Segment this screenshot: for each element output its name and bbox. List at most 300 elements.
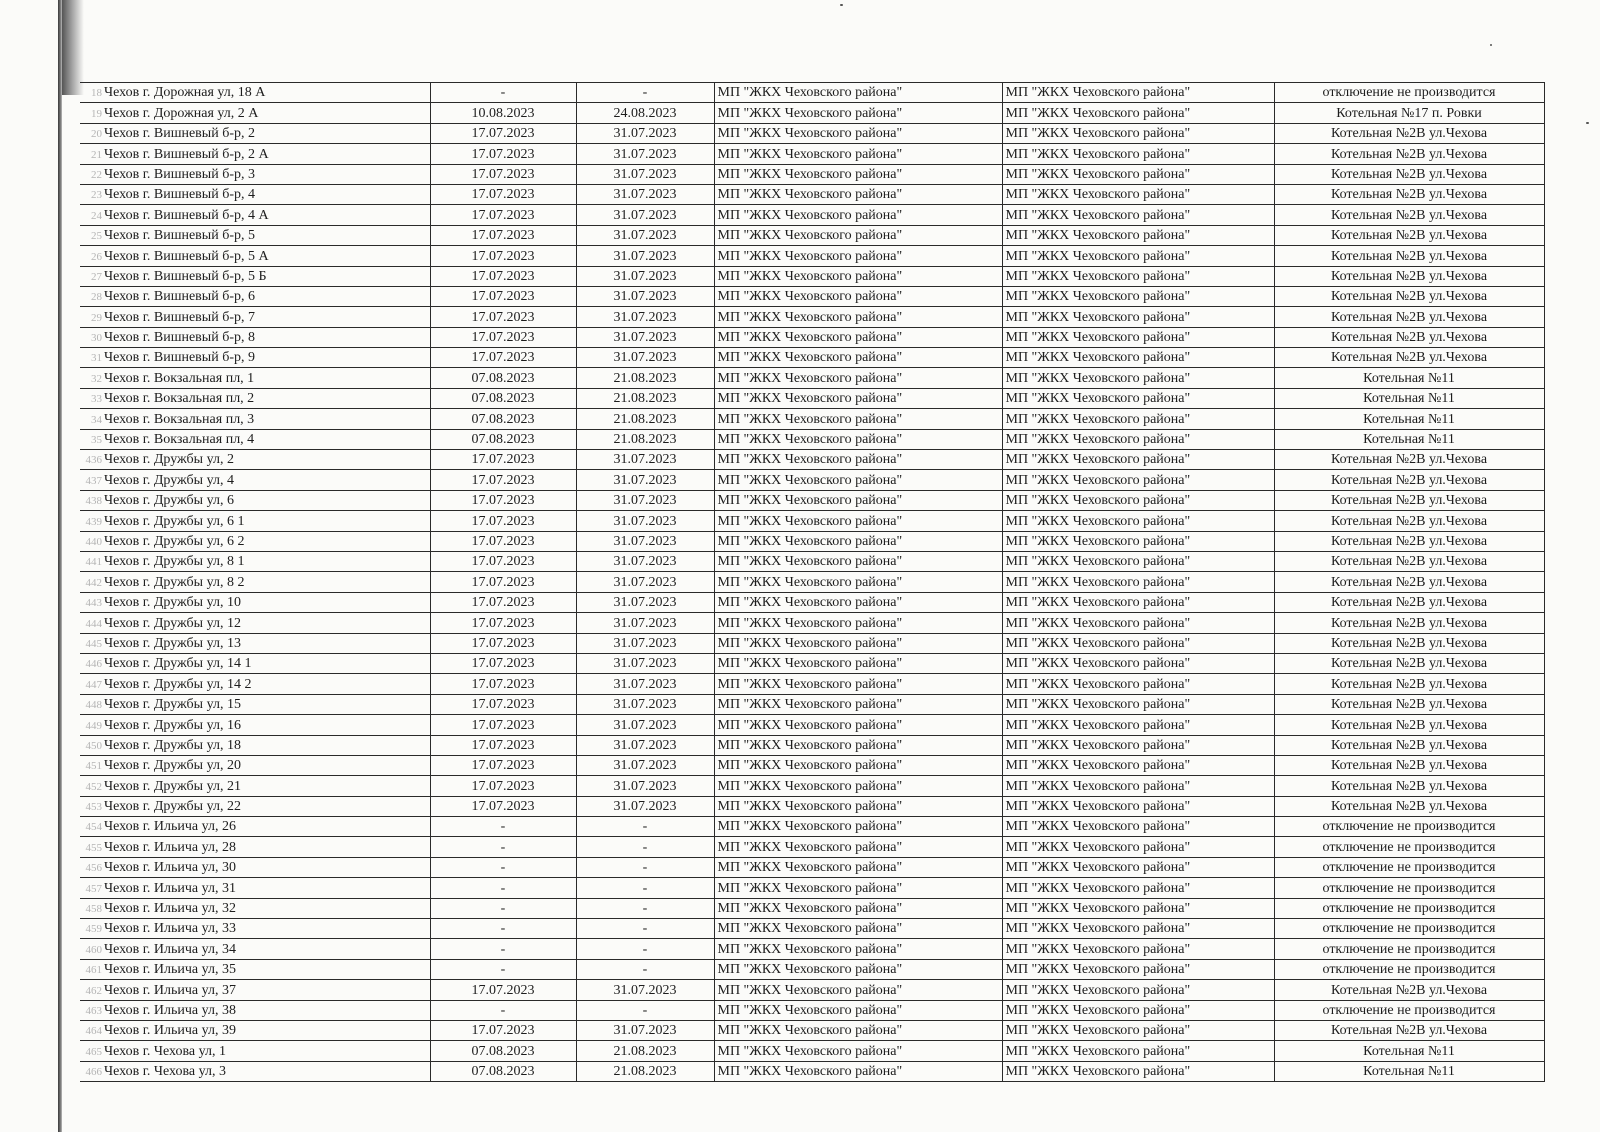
table-row — [80, 653, 1544, 673]
start-date-cell: - — [430, 857, 576, 877]
row-number: 460 — [80, 939, 102, 959]
service-org-cell: МП "ЖКХ Чеховского района" — [1002, 103, 1274, 123]
row-number: 452 — [80, 776, 102, 796]
row-number: 27 — [80, 266, 102, 286]
operator-cell: МП "ЖКХ Чеховского района" — [714, 1000, 1002, 1020]
table-row — [80, 776, 1544, 796]
operator-cell: МП "ЖКХ Чеховского района" — [714, 796, 1002, 816]
heat-source-cell: Котельная №17 п. Ровки — [1274, 103, 1544, 123]
operator-cell: МП "ЖКХ Чеховского района" — [714, 959, 1002, 979]
address-cell: Чехов г. Дружбы ул, 10 — [102, 592, 430, 612]
service-org-cell: МП "ЖКХ Чеховского района" — [1002, 490, 1274, 510]
address-cell: Чехов г. Дружбы ул, 6 1 — [102, 511, 430, 531]
service-org-cell: МП "ЖКХ Чеховского района" — [1002, 898, 1274, 918]
service-org-cell: МП "ЖКХ Чеховского района" — [1002, 409, 1274, 429]
table-row — [80, 409, 1544, 429]
start-date-cell: 17.07.2023 — [430, 613, 576, 633]
operator-cell: МП "ЖКХ Чеховского района" — [714, 755, 1002, 775]
address-cell: Чехов г. Вокзальная пл, 2 — [102, 388, 430, 408]
row-number: 459 — [80, 919, 102, 939]
row-number: 34 — [80, 409, 102, 429]
operator-cell: МП "ЖКХ Чеховского района" — [714, 184, 1002, 204]
address-cell: Чехов г. Ильича ул, 31 — [102, 878, 430, 898]
service-org-cell: МП "ЖКХ Чеховского района" — [1002, 164, 1274, 184]
row-number: 445 — [80, 633, 102, 653]
table-row — [80, 592, 1544, 612]
operator-cell: МП "ЖКХ Чеховского района" — [714, 613, 1002, 633]
operator-cell: МП "ЖКХ Чеховского района" — [714, 857, 1002, 877]
table-row — [80, 633, 1544, 653]
heat-source-cell: Котельная №2В ул.Чехова — [1274, 776, 1544, 796]
table-row — [80, 613, 1544, 633]
service-org-cell: МП "ЖКХ Чеховского района" — [1002, 613, 1274, 633]
address-cell: Чехов г. Ильича ул, 33 — [102, 919, 430, 939]
address-cell: Чехов г. Вишневый б-р, 9 — [102, 348, 430, 368]
address-cell: Чехов г. Вишневый б-р, 2 — [102, 123, 430, 143]
start-date-cell: 07.08.2023 — [430, 1061, 576, 1081]
operator-cell: МП "ЖКХ Чеховского района" — [714, 286, 1002, 306]
start-date-cell: 17.07.2023 — [430, 592, 576, 612]
end-date-cell: 21.08.2023 — [576, 409, 714, 429]
start-date-cell: 17.07.2023 — [430, 246, 576, 266]
table-row — [80, 939, 1544, 959]
service-org-cell: МП "ЖКХ Чеховского района" — [1002, 592, 1274, 612]
end-date-cell: - — [576, 1000, 714, 1020]
row-number: 450 — [80, 735, 102, 755]
table-row — [80, 450, 1544, 470]
end-date-cell: 31.07.2023 — [576, 327, 714, 347]
operator-cell: МП "ЖКХ Чеховского района" — [714, 368, 1002, 388]
operator-cell: МП "ЖКХ Чеховского района" — [714, 164, 1002, 184]
start-date-cell: 07.08.2023 — [430, 388, 576, 408]
start-date-cell: 17.07.2023 — [430, 450, 576, 470]
heat-source-cell: Котельная №2В ул.Чехова — [1274, 980, 1544, 1000]
table-row — [80, 572, 1544, 592]
heat-source-cell: отключение не производится — [1274, 837, 1544, 857]
scan-top-shadow — [62, 0, 84, 95]
table-row — [80, 246, 1544, 266]
operator-cell: МП "ЖКХ Чеховского района" — [714, 205, 1002, 225]
row-number: 455 — [80, 837, 102, 857]
table-row — [80, 735, 1544, 755]
end-date-cell: 24.08.2023 — [576, 103, 714, 123]
address-cell: Чехов г. Дружбы ул, 8 1 — [102, 551, 430, 571]
table-row — [80, 837, 1544, 857]
heat-source-cell: Котельная №11 — [1274, 388, 1544, 408]
end-date-cell: 31.07.2023 — [576, 246, 714, 266]
address-cell: Чехов г. Вишневый б-р, 7 — [102, 307, 430, 327]
start-date-cell: 17.07.2023 — [430, 307, 576, 327]
service-org-cell: МП "ЖКХ Чеховского района" — [1002, 715, 1274, 735]
row-number: 466 — [80, 1061, 102, 1081]
heat-source-cell: Котельная №2В ул.Чехова — [1274, 674, 1544, 694]
row-number: 451 — [80, 755, 102, 775]
end-date-cell: 31.07.2023 — [576, 348, 714, 368]
start-date-cell: 17.07.2023 — [430, 633, 576, 653]
service-org-cell: МП "ЖКХ Чеховского района" — [1002, 817, 1274, 837]
table-row — [80, 327, 1544, 347]
operator-cell: МП "ЖКХ Чеховского района" — [714, 939, 1002, 959]
table-row — [80, 531, 1544, 551]
table-row — [80, 348, 1544, 368]
table-row — [80, 674, 1544, 694]
operator-cell: МП "ЖКХ Чеховского района" — [714, 715, 1002, 735]
end-date-cell: 31.07.2023 — [576, 184, 714, 204]
heat-source-cell: Котельная №2В ул.Чехова — [1274, 490, 1544, 510]
row-number: 20 — [80, 123, 102, 143]
service-org-cell: МП "ЖКХ Чеховского района" — [1002, 531, 1274, 551]
service-org-cell: МП "ЖКХ Чеховского района" — [1002, 735, 1274, 755]
address-cell: Чехов г. Вишневый б-р, 5 — [102, 225, 430, 245]
operator-cell: МП "ЖКХ Чеховского района" — [714, 144, 1002, 164]
end-date-cell: 21.08.2023 — [576, 1041, 714, 1061]
end-date-cell: 31.07.2023 — [576, 144, 714, 164]
end-date-cell: 31.07.2023 — [576, 551, 714, 571]
row-number: 454 — [80, 817, 102, 837]
heat-source-cell: Котельная №2В ул.Чехова — [1274, 694, 1544, 714]
operator-cell: МП "ЖКХ Чеховского района" — [714, 837, 1002, 857]
start-date-cell: 07.08.2023 — [430, 368, 576, 388]
address-cell: Чехов г. Вишневый б-р, 4 А — [102, 205, 430, 225]
row-number: 461 — [80, 959, 102, 979]
address-cell: Чехов г. Вишневый б-р, 8 — [102, 327, 430, 347]
heat-source-cell: Котельная №2В ул.Чехова — [1274, 266, 1544, 286]
operator-cell: МП "ЖКХ Чеховского района" — [714, 633, 1002, 653]
service-org-cell: МП "ЖКХ Чеховского района" — [1002, 450, 1274, 470]
start-date-cell: 17.07.2023 — [430, 653, 576, 673]
service-org-cell: МП "ЖКХ Чеховского района" — [1002, 980, 1274, 1000]
end-date-cell: 31.07.2023 — [576, 572, 714, 592]
service-org-cell: МП "ЖКХ Чеховского района" — [1002, 205, 1274, 225]
heat-source-cell: отключение не производится — [1274, 959, 1544, 979]
operator-cell: МП "ЖКХ Чеховского района" — [714, 592, 1002, 612]
operator-cell: МП "ЖКХ Чеховского района" — [714, 327, 1002, 347]
service-org-cell: МП "ЖКХ Чеховского района" — [1002, 327, 1274, 347]
table-row — [80, 144, 1544, 164]
row-number: 448 — [80, 694, 102, 714]
address-cell: Чехов г. Чехова ул, 3 — [102, 1061, 430, 1081]
end-date-cell: 31.07.2023 — [576, 776, 714, 796]
start-date-cell: - — [430, 83, 576, 103]
heat-source-cell: Котельная №2В ул.Чехова — [1274, 450, 1544, 470]
operator-cell: МП "ЖКХ Чеховского района" — [714, 266, 1002, 286]
table-row — [80, 83, 1544, 103]
end-date-cell: 31.07.2023 — [576, 715, 714, 735]
operator-cell: МП "ЖКХ Чеховского района" — [714, 348, 1002, 368]
end-date-cell: 31.07.2023 — [576, 980, 714, 1000]
operator-cell: МП "ЖКХ Чеховского района" — [714, 817, 1002, 837]
row-number: 441 — [80, 551, 102, 571]
scan-speck — [1490, 44, 1492, 46]
service-org-cell: МП "ЖКХ Чеховского района" — [1002, 653, 1274, 673]
operator-cell: МП "ЖКХ Чеховского района" — [714, 1020, 1002, 1040]
heat-source-cell: Котельная №2В ул.Чехова — [1274, 531, 1544, 551]
service-org-cell: МП "ЖКХ Чеховского района" — [1002, 551, 1274, 571]
start-date-cell: 17.07.2023 — [430, 980, 576, 1000]
address-cell: Чехов г. Дружбы ул, 8 2 — [102, 572, 430, 592]
address-cell: Чехов г. Дорожная ул, 18 А — [102, 83, 430, 103]
table-row — [80, 755, 1544, 775]
start-date-cell: 17.07.2023 — [430, 674, 576, 694]
operator-cell: МП "ЖКХ Чеховского района" — [714, 653, 1002, 673]
row-number: 449 — [80, 715, 102, 735]
service-org-cell: МП "ЖКХ Чеховского района" — [1002, 572, 1274, 592]
end-date-cell: - — [576, 83, 714, 103]
start-date-cell: 10.08.2023 — [430, 103, 576, 123]
address-cell: Чехов г. Ильича ул, 35 — [102, 959, 430, 979]
address-cell: Чехов г. Вишневый б-р, 3 — [102, 164, 430, 184]
service-org-cell: МП "ЖКХ Чеховского района" — [1002, 266, 1274, 286]
address-cell: Чехов г. Вишневый б-р, 4 — [102, 184, 430, 204]
row-number: 32 — [80, 368, 102, 388]
heat-source-cell: Котельная №2В ул.Чехова — [1274, 735, 1544, 755]
service-org-cell: МП "ЖКХ Чеховского района" — [1002, 939, 1274, 959]
table-row — [80, 184, 1544, 204]
address-cell: Чехов г. Ильича ул, 26 — [102, 817, 430, 837]
start-date-cell: 17.07.2023 — [430, 490, 576, 510]
operator-cell: МП "ЖКХ Чеховского района" — [714, 776, 1002, 796]
address-cell: Чехов г. Дружбы ул, 18 — [102, 735, 430, 755]
heat-source-cell: Котельная №2В ул.Чехова — [1274, 123, 1544, 143]
service-org-cell: МП "ЖКХ Чеховского района" — [1002, 674, 1274, 694]
service-org-cell: МП "ЖКХ Чеховского района" — [1002, 1020, 1274, 1040]
operator-cell: МП "ЖКХ Чеховского района" — [714, 470, 1002, 490]
table-row — [80, 878, 1544, 898]
row-number: 457 — [80, 878, 102, 898]
heat-source-cell: отключение не производится — [1274, 919, 1544, 939]
end-date-cell: 31.07.2023 — [576, 694, 714, 714]
row-number: 35 — [80, 429, 102, 449]
address-cell: Чехов г. Ильича ул, 34 — [102, 939, 430, 959]
table-row — [80, 388, 1544, 408]
row-number: 21 — [80, 144, 102, 164]
row-number: 22 — [80, 164, 102, 184]
service-org-cell: МП "ЖКХ Чеховского района" — [1002, 429, 1274, 449]
start-date-cell: - — [430, 898, 576, 918]
table-row — [80, 1061, 1544, 1081]
row-number: 29 — [80, 307, 102, 327]
row-number: 26 — [80, 246, 102, 266]
end-date-cell: 21.08.2023 — [576, 368, 714, 388]
start-date-cell: 17.07.2023 — [430, 531, 576, 551]
start-date-cell: 17.07.2023 — [430, 715, 576, 735]
address-cell: Чехов г. Ильича ул, 39 — [102, 1020, 430, 1040]
operator-cell: МП "ЖКХ Чеховского района" — [714, 225, 1002, 245]
table-row — [80, 1000, 1544, 1020]
table-row — [80, 266, 1544, 286]
row-number: 464 — [80, 1020, 102, 1040]
operator-cell: МП "ЖКХ Чеховского района" — [714, 429, 1002, 449]
scan-left-edge — [58, 0, 62, 1132]
address-cell: Чехов г. Ильича ул, 32 — [102, 898, 430, 918]
end-date-cell: 21.08.2023 — [576, 1061, 714, 1081]
table-row — [80, 694, 1544, 714]
row-number: 438 — [80, 490, 102, 510]
table-row — [80, 980, 1544, 1000]
table-row — [80, 103, 1544, 123]
address-cell: Чехов г. Дорожная ул, 2 А — [102, 103, 430, 123]
address-cell: Чехов г. Дружбы ул, 12 — [102, 613, 430, 633]
table-row — [80, 164, 1544, 184]
address-cell: Чехов г. Дружбы ул, 13 — [102, 633, 430, 653]
heat-source-cell: Котельная №11 — [1274, 409, 1544, 429]
end-date-cell: - — [576, 857, 714, 877]
operator-cell: МП "ЖКХ Чеховского района" — [714, 735, 1002, 755]
start-date-cell: 17.07.2023 — [430, 776, 576, 796]
address-cell: Чехов г. Ильича ул, 30 — [102, 857, 430, 877]
heat-source-cell: отключение не производится — [1274, 817, 1544, 837]
row-number: 446 — [80, 653, 102, 673]
service-org-cell: МП "ЖКХ Чеховского района" — [1002, 959, 1274, 979]
table-row — [80, 1041, 1544, 1061]
end-date-cell: 31.07.2023 — [576, 266, 714, 286]
start-date-cell: 17.07.2023 — [430, 184, 576, 204]
start-date-cell: - — [430, 919, 576, 939]
operator-cell: МП "ЖКХ Чеховского района" — [714, 511, 1002, 531]
service-org-cell: МП "ЖКХ Чеховского района" — [1002, 470, 1274, 490]
operator-cell: МП "ЖКХ Чеховского района" — [714, 919, 1002, 939]
heat-source-cell: Котельная №2В ул.Чехова — [1274, 511, 1544, 531]
table-row — [80, 368, 1544, 388]
row-number: 25 — [80, 225, 102, 245]
end-date-cell: 31.07.2023 — [576, 653, 714, 673]
end-date-cell: 31.07.2023 — [576, 674, 714, 694]
table-row — [80, 123, 1544, 143]
end-date-cell: 31.07.2023 — [576, 531, 714, 551]
end-date-cell: 31.07.2023 — [576, 796, 714, 816]
start-date-cell: 07.08.2023 — [430, 409, 576, 429]
heat-source-cell: отключение не производится — [1274, 83, 1544, 103]
row-number: 19 — [80, 103, 102, 123]
heat-source-cell: Котельная №2В ул.Чехова — [1274, 144, 1544, 164]
service-org-cell: МП "ЖКХ Чеховского района" — [1002, 1000, 1274, 1020]
operator-cell: МП "ЖКХ Чеховского района" — [714, 1061, 1002, 1081]
end-date-cell: 31.07.2023 — [576, 286, 714, 306]
end-date-cell: 31.07.2023 — [576, 205, 714, 225]
table-row — [80, 817, 1544, 837]
start-date-cell: - — [430, 959, 576, 979]
row-number: 31 — [80, 348, 102, 368]
address-cell: Чехов г. Вокзальная пл, 1 — [102, 368, 430, 388]
address-cell: Чехов г. Дружбы ул, 6 — [102, 490, 430, 510]
service-org-cell: МП "ЖКХ Чеховского района" — [1002, 286, 1274, 306]
operator-cell: МП "ЖКХ Чеховского района" — [714, 572, 1002, 592]
end-date-cell: - — [576, 878, 714, 898]
end-date-cell: - — [576, 898, 714, 918]
service-org-cell: МП "ЖКХ Чеховского района" — [1002, 1041, 1274, 1061]
address-cell: Чехов г. Дружбы ул, 2 — [102, 450, 430, 470]
end-date-cell: 21.08.2023 — [576, 429, 714, 449]
heat-source-cell: Котельная №2В ул.Чехова — [1274, 225, 1544, 245]
heat-source-cell: Котельная №2В ул.Чехова — [1274, 715, 1544, 735]
address-cell: Чехов г. Ильича ул, 28 — [102, 837, 430, 857]
start-date-cell: - — [430, 939, 576, 959]
service-org-cell: МП "ЖКХ Чеховского района" — [1002, 388, 1274, 408]
service-org-cell: МП "ЖКХ Чеховского района" — [1002, 225, 1274, 245]
end-date-cell: 31.07.2023 — [576, 123, 714, 143]
address-cell: Чехов г. Вишневый б-р, 5 А — [102, 246, 430, 266]
address-cell: Чехов г. Вокзальная пл, 4 — [102, 429, 430, 449]
row-number: 462 — [80, 980, 102, 1000]
start-date-cell: 17.07.2023 — [430, 694, 576, 714]
row-number: 33 — [80, 388, 102, 408]
start-date-cell: 17.07.2023 — [430, 511, 576, 531]
table-row — [80, 715, 1544, 735]
address-cell: Чехов г. Дружбы ул, 21 — [102, 776, 430, 796]
row-number: 456 — [80, 857, 102, 877]
heat-source-cell: отключение не производится — [1274, 939, 1544, 959]
operator-cell: МП "ЖКХ Чеховского района" — [714, 980, 1002, 1000]
address-cell: Чехов г. Дружбы ул, 22 — [102, 796, 430, 816]
table-row — [80, 959, 1544, 979]
service-org-cell: МП "ЖКХ Чеховского района" — [1002, 184, 1274, 204]
scan-speck — [840, 4, 843, 6]
heat-source-cell: Котельная №2В ул.Чехова — [1274, 551, 1544, 571]
start-date-cell: 17.07.2023 — [430, 144, 576, 164]
heat-source-cell: отключение не производится — [1274, 857, 1544, 877]
operator-cell: МП "ЖКХ Чеховского района" — [714, 409, 1002, 429]
start-date-cell: 17.07.2023 — [430, 755, 576, 775]
row-number: 440 — [80, 531, 102, 551]
service-org-cell: МП "ЖКХ Чеховского района" — [1002, 694, 1274, 714]
start-date-cell: - — [430, 817, 576, 837]
start-date-cell: 17.07.2023 — [430, 470, 576, 490]
service-org-cell: МП "ЖКХ Чеховского района" — [1002, 878, 1274, 898]
operator-cell: МП "ЖКХ Чеховского района" — [714, 123, 1002, 143]
start-date-cell: 17.07.2023 — [430, 327, 576, 347]
end-date-cell: 21.08.2023 — [576, 388, 714, 408]
row-number: 18 — [80, 83, 102, 103]
start-date-cell: 17.07.2023 — [430, 796, 576, 816]
row-number: 442 — [80, 572, 102, 592]
row-number: 443 — [80, 592, 102, 612]
heat-source-cell: Котельная №2В ул.Чехова — [1274, 286, 1544, 306]
heat-source-cell: Котельная №2В ул.Чехова — [1274, 653, 1544, 673]
operator-cell: МП "ЖКХ Чеховского района" — [714, 307, 1002, 327]
heat-source-cell: Котельная №11 — [1274, 429, 1544, 449]
operator-cell: МП "ЖКХ Чеховского района" — [714, 450, 1002, 470]
table-row — [80, 796, 1544, 816]
address-cell: Чехов г. Дружбы ул, 20 — [102, 755, 430, 775]
end-date-cell: 31.07.2023 — [576, 613, 714, 633]
heat-source-cell: Котельная №2В ул.Чехова — [1274, 633, 1544, 653]
table-row — [80, 307, 1544, 327]
service-org-cell: МП "ЖКХ Чеховского района" — [1002, 368, 1274, 388]
row-number: 436 — [80, 450, 102, 470]
table-row — [80, 1020, 1544, 1040]
start-date-cell: 17.07.2023 — [430, 286, 576, 306]
row-number: 28 — [80, 286, 102, 306]
table-row — [80, 205, 1544, 225]
heat-source-cell: Котельная №2В ул.Чехова — [1274, 164, 1544, 184]
service-org-cell: МП "ЖКХ Чеховского района" — [1002, 796, 1274, 816]
service-org-cell: МП "ЖКХ Чеховского района" — [1002, 83, 1274, 103]
row-number: 30 — [80, 327, 102, 347]
end-date-cell: 31.07.2023 — [576, 511, 714, 531]
address-cell: Чехов г. Чехова ул, 1 — [102, 1041, 430, 1061]
heat-source-cell: Котельная №2В ул.Чехова — [1274, 592, 1544, 612]
table-row — [80, 429, 1544, 449]
start-date-cell: 07.08.2023 — [430, 429, 576, 449]
address-cell: Чехов г. Вокзальная пл, 3 — [102, 409, 430, 429]
address-cell: Чехов г. Ильича ул, 38 — [102, 1000, 430, 1020]
start-date-cell: 17.07.2023 — [430, 551, 576, 571]
service-org-cell: МП "ЖКХ Чеховского района" — [1002, 755, 1274, 775]
start-date-cell: 17.07.2023 — [430, 266, 576, 286]
end-date-cell: 31.07.2023 — [576, 307, 714, 327]
row-number: 447 — [80, 674, 102, 694]
operator-cell: МП "ЖКХ Чеховского района" — [714, 531, 1002, 551]
